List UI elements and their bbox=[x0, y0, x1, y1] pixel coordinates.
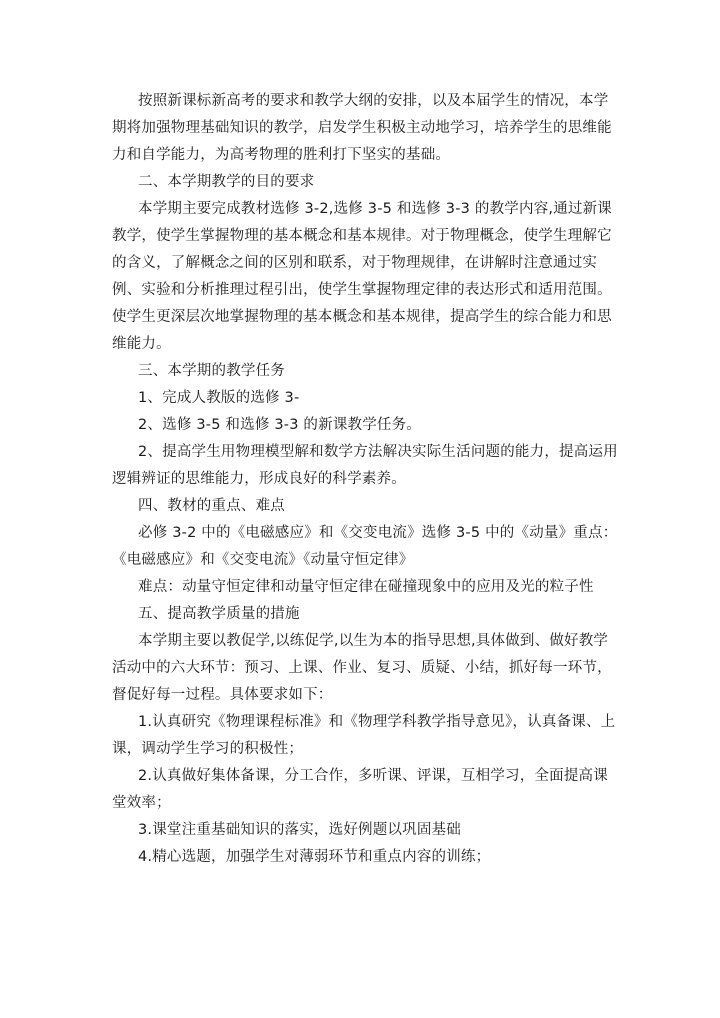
section-heading: 五、提高教学质量的措施 bbox=[138, 606, 300, 622]
section-heading: 三、本学期的教学任务 bbox=[138, 363, 285, 379]
paragraph-line: 使学生更深层次地掌握物理的基本概念和基本规律，提高学生的综合能力和思 bbox=[112, 309, 612, 325]
paragraph-line: 教学，使学生掌握物理的基本概念和基本规律。对于物理概念，使学生理解它 bbox=[112, 228, 612, 244]
list-item: 4.精心选题，加强学生对薄弱环节和重点内容的训练； bbox=[138, 849, 491, 865]
section-heading: 四、教材的重点、难点 bbox=[138, 498, 285, 514]
paragraph-line: 难点：动量守恒定律和动量守恒定律在碰撞现象中的应用及光的粒子性 bbox=[138, 579, 594, 595]
paragraph-line: 督促好每一过程。具体要求如下： bbox=[112, 687, 333, 703]
paragraph-line: 课，调动学生学习的积极性； bbox=[112, 741, 304, 757]
list-item: 2.认真做好集体备课，分工合作，多听课、评课，互相学习，全面提高课 bbox=[138, 768, 608, 784]
paragraph-line: 堂效率； bbox=[112, 795, 171, 811]
list-item: 2、选修 3-5 和选修 3-3 的新课教学任务。 bbox=[138, 417, 422, 433]
paragraph-line: 按照新课标新高考的要求和教学大纲的安排，以及本届学生的情况，本学 bbox=[138, 93, 609, 109]
paragraph-line: 本学期主要以教促学,以练促学,以生为本的指导思想,具体做到、做好教学 bbox=[138, 633, 609, 649]
list-item: 1、完成人教版的选修 3- bbox=[138, 390, 300, 406]
paragraph-line: 例、实验和分析推理过程引出，使学生掌握物理定律的表达形式和适用范围。 bbox=[112, 282, 612, 298]
paragraph-line: 本学期主要完成教材选修 3-2,选修 3-5 和选修 3-3 的教学内容,通过新课 bbox=[138, 201, 613, 217]
list-item: 3.课堂注重基础知识的落实，选好例题以巩固基础 bbox=[138, 822, 461, 838]
list-item: 1.认真研究《物理课程标准》和《物理学科教学指导意见》，认真备课、上 bbox=[138, 714, 616, 730]
paragraph-line: 期将加强物理基础知识的教学，启发学生积极主动地学习，培养学生的思维能 bbox=[112, 120, 612, 136]
paragraph-line: 必修 3-2 中的《电磁感应》和《交变电流》选修 3-5 中的《动量》重点： bbox=[138, 525, 618, 541]
paragraph-line: 维能力。 bbox=[112, 336, 171, 352]
list-item: 2、提高学生用物理模型解和数学方法解决实际生活问题的能力，提高运用 bbox=[138, 444, 618, 460]
section-heading: 二、本学期教学的目的要求 bbox=[138, 174, 315, 190]
paragraph-line: 的含义，了解概念之间的区别和联系，对于物理规律，在讲解时注意通过实 bbox=[112, 255, 598, 271]
document-page bbox=[112, 88, 618, 871]
paragraph-line: 《电磁感应》和《交变电流》《动量守恒定律》 bbox=[112, 552, 414, 568]
paragraph-line: 逻辑辨证的思维能力，形成良好的科学素养。 bbox=[112, 471, 406, 487]
paragraph-line: 力和自学能力，为高考物理的胜利打下坚实的基础。 bbox=[112, 147, 451, 163]
paragraph-line: 活动中的六大环节：预习、上课、作业、复习、质疑、小结，抓好每一环节， bbox=[112, 660, 612, 676]
